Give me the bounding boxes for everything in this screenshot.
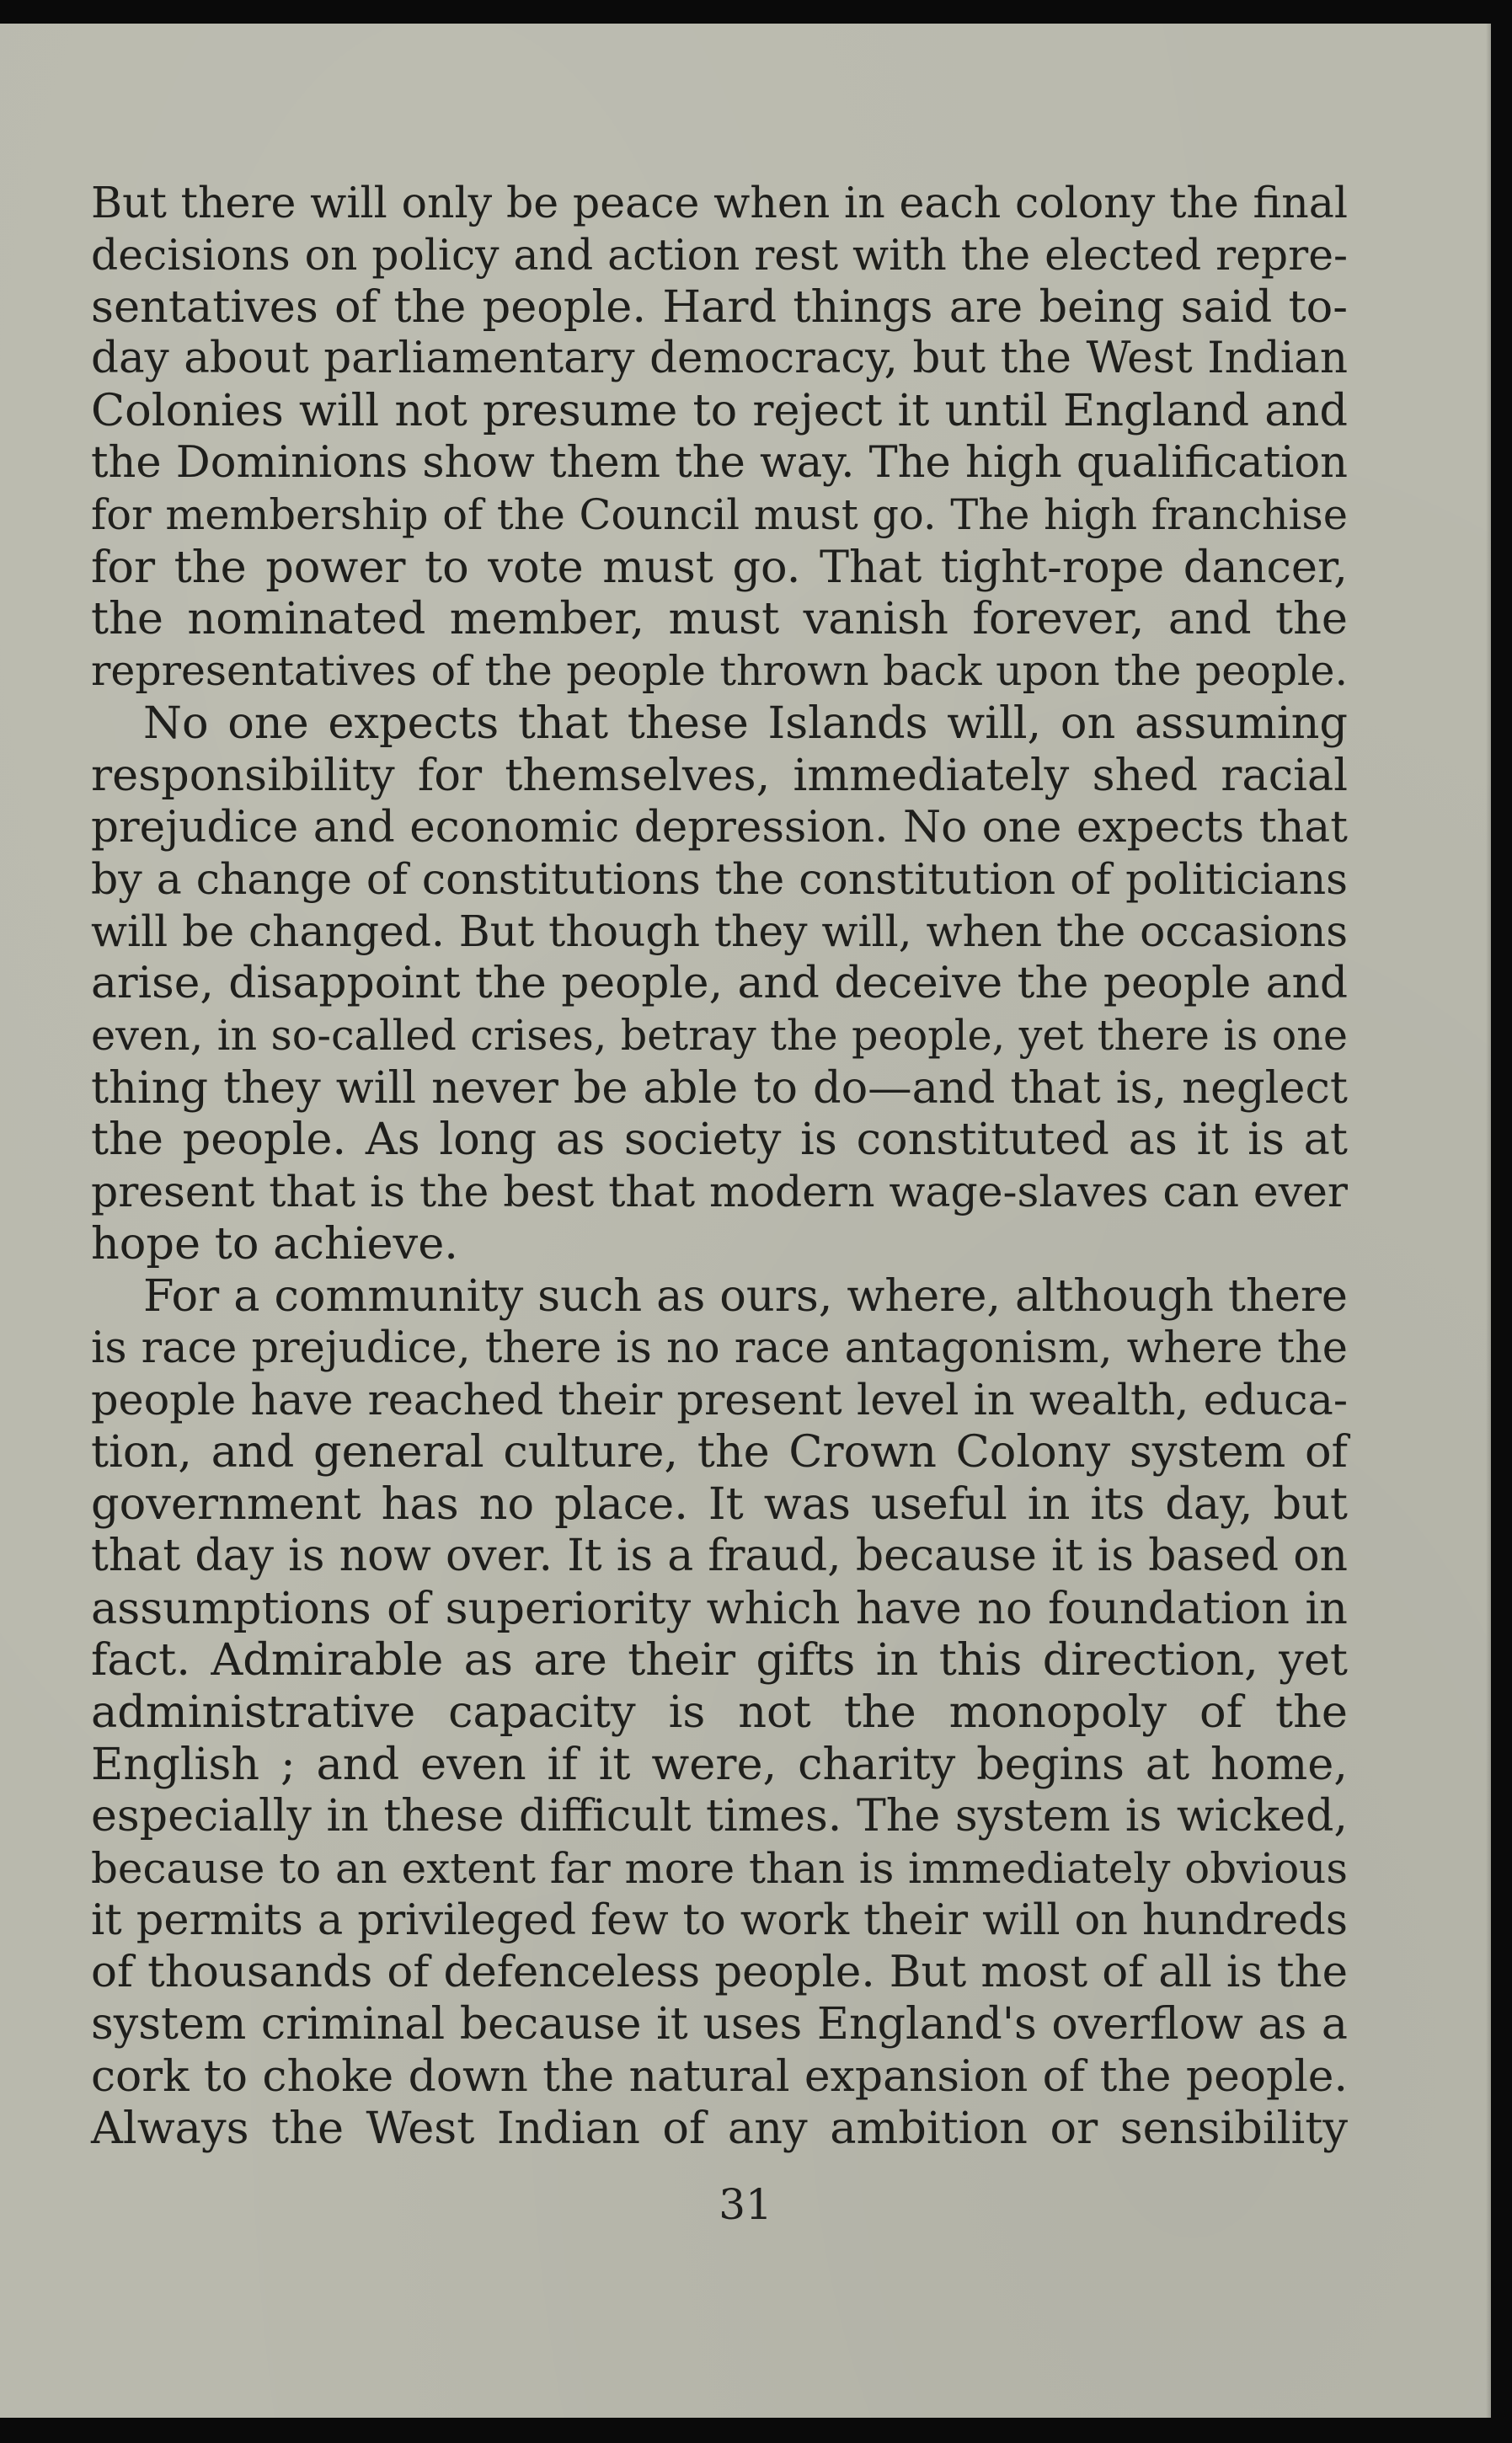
text-line: that day is now over. It is a fraud, because it is based on bbox=[91, 1530, 1348, 1581]
text-line: Colonies will not presume to reject it until England and bbox=[91, 385, 1348, 437]
text-line: even, in so-called crises, betray the people, yet there is one bbox=[91, 1010, 1348, 1060]
text-line: assumptions of superiority which have no foundation in bbox=[91, 1582, 1348, 1634]
text-line: the nominated member, must vanish forever, and the bbox=[91, 593, 1348, 645]
text-line: government has no place. It was useful in its day, but bbox=[91, 1478, 1348, 1530]
text-line: system criminal because it uses England's overflow as a bbox=[91, 1998, 1348, 2050]
text-line: decisions on policy and action rest with the elected repre- bbox=[91, 229, 1348, 280]
text-line: responsibility for themselves, immediately shed racial bbox=[91, 749, 1348, 801]
text-line: English ; and even if it were, charity begins at home, bbox=[91, 1738, 1348, 1790]
text-line: day about parliamentary democracy, but the West Indian bbox=[91, 333, 1348, 384]
paragraph-1 bbox=[91, 177, 1348, 698]
text-line: Always the West Indian of any ambition or sensibility bbox=[91, 2103, 1348, 2155]
paragraph-2 bbox=[91, 698, 1348, 1270]
text-line: administrative capacity is not the monopoly of the bbox=[91, 1687, 1348, 1739]
text-line: For a community such as ours, where, although there bbox=[143, 1270, 1348, 1322]
text-line: people have reached their present level in wealth, educa- bbox=[91, 1375, 1348, 1425]
text-line: cork to choke down the natural expansion of the people. bbox=[91, 2050, 1348, 2102]
text-line: of thousands of defenceless people. But most of all is the bbox=[91, 1947, 1348, 1998]
page-edge-shadow bbox=[1486, 24, 1491, 2418]
text-line: will be changed. But though they will, when the occasions bbox=[91, 906, 1348, 957]
text-line: arise, disappoint the people, and deceive the people and bbox=[91, 957, 1348, 1008]
text-line: hope to achieve. bbox=[91, 1217, 458, 1270]
text-line: because to an extent far more than is immediately obvious bbox=[91, 1843, 1348, 1893]
body-text bbox=[91, 177, 1348, 2155]
text-line: it permits a privileged few to work their will on hundreds bbox=[91, 1895, 1348, 1946]
text-line: prejudice and economic depression. No one expects that bbox=[91, 801, 1348, 853]
text-line: by a change of constitutions the constitution of politicians bbox=[91, 854, 1348, 905]
text-line: for the power to vote must go. That tight-rope dancer, bbox=[91, 541, 1348, 593]
text-line: sentatives of the people. Hard things are being said to- bbox=[91, 281, 1348, 333]
text-line: for membership of the Council must go. The high franchise bbox=[91, 489, 1348, 539]
text-line: the people. As long as society is constituted as it is at bbox=[91, 1114, 1348, 1166]
text-line: the Dominions show them the way. The high qualification bbox=[91, 437, 1348, 488]
text-line: is race prejudice, there is no race antagonism, where the bbox=[91, 1323, 1348, 1373]
paragraph-3 bbox=[91, 1270, 1348, 2156]
text-line: especially in these difficult times. The system is wicked, bbox=[91, 1790, 1348, 1842]
text-line: thing they will never be able to do—and that is, neglect bbox=[91, 1061, 1348, 1114]
text-line: fact. Admirable as are their gifts in this direction, yet bbox=[91, 1634, 1348, 1687]
page-number: 31 bbox=[719, 2180, 772, 2229]
book-page bbox=[0, 24, 1491, 2418]
text-line: But there will only be peace when in each colony the final bbox=[91, 178, 1348, 227]
text-line: tion, and general culture, the Crown Colony system of bbox=[91, 1426, 1348, 1478]
text-line: No one expects that these Islands will, on assuming bbox=[143, 697, 1348, 749]
text-line: present that is the best that modern wage-slaves can ever bbox=[91, 1167, 1348, 1217]
text-line: representatives of the people thrown back upon the people. bbox=[91, 647, 1348, 696]
